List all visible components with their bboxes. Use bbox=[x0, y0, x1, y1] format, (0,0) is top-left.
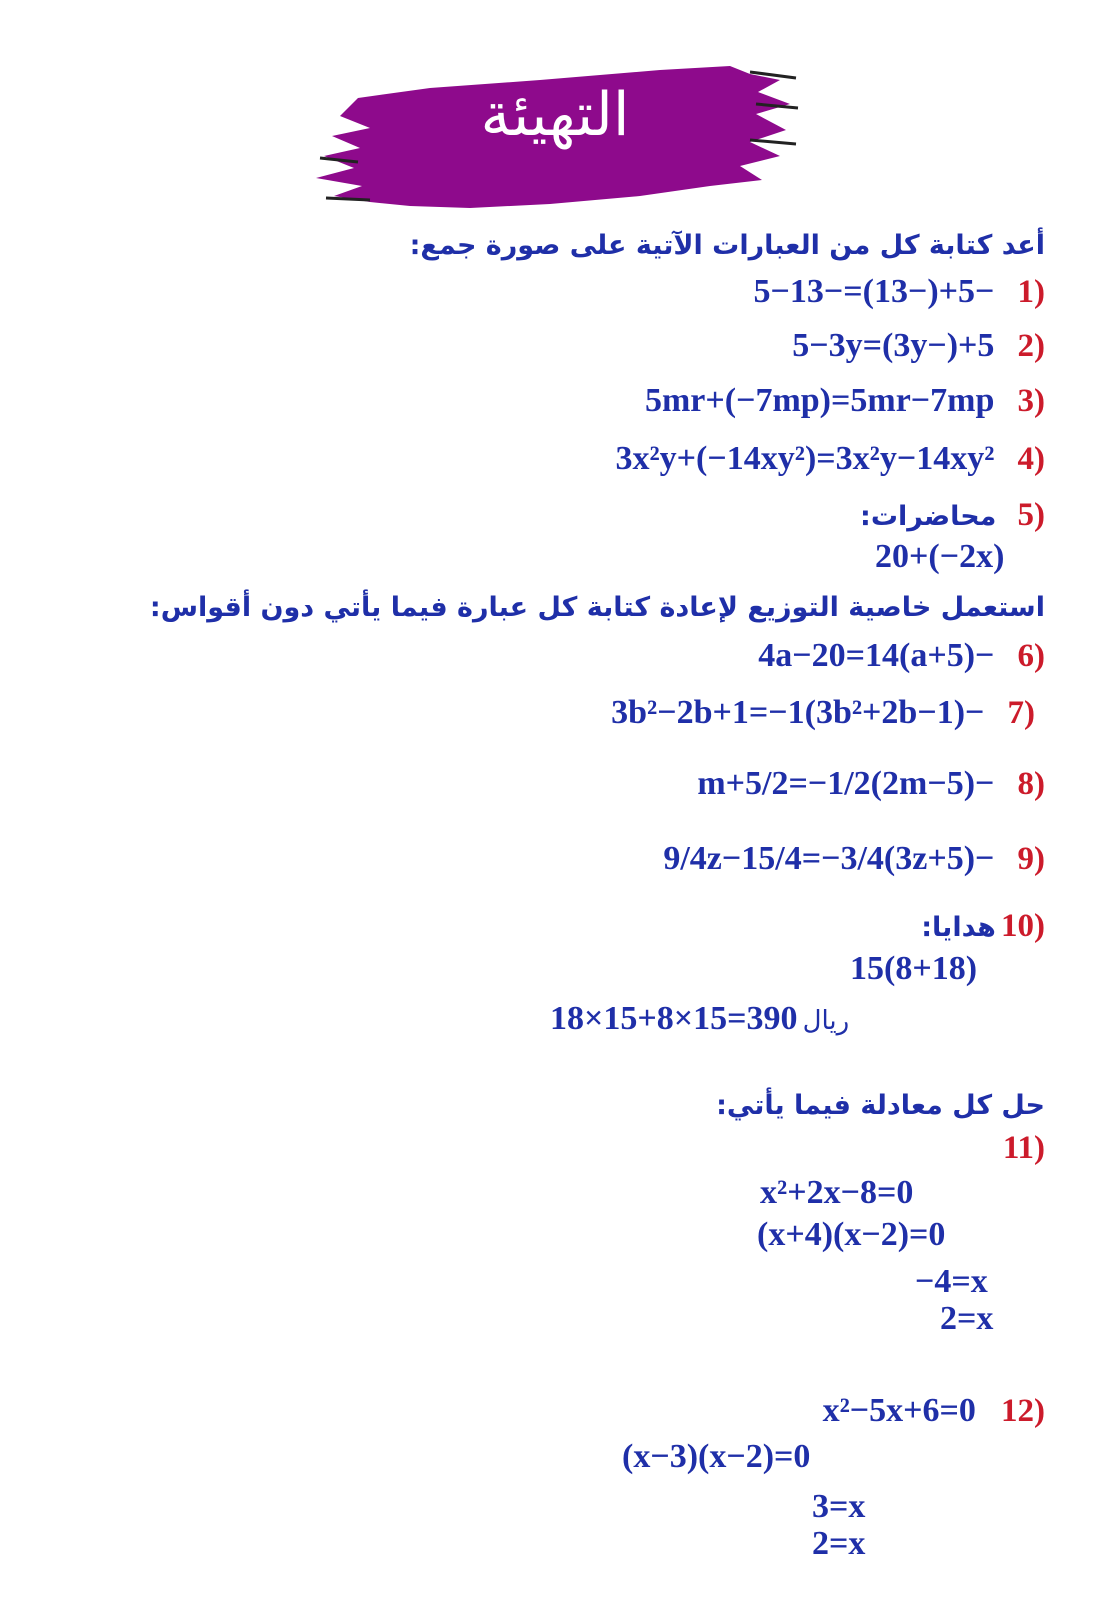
question-8-expression: −m+5/2=−1/2(2m−5) bbox=[697, 765, 995, 802]
question-10-answer bbox=[540, 1000, 849, 1038]
question-10-answer-expression: 390=15×8+15×18 bbox=[550, 1000, 798, 1037]
question-12 bbox=[823, 1392, 1045, 1430]
section1-instruction: أعد كتابة كل من العبارات الآتية على صورة جمع: bbox=[409, 230, 1045, 261]
question-5-expression: 20+(−2x) bbox=[875, 538, 1005, 575]
section3-instruction: حل كل معادلة فيما يأتي: bbox=[716, 1090, 1045, 1121]
question-12-line-1: x²−5x+6=0 bbox=[822, 1392, 976, 1429]
question-number: (7 bbox=[1007, 695, 1035, 731]
question-number: (12 bbox=[1001, 1393, 1045, 1429]
question-6-expression: −4a−20=14(a+5) bbox=[758, 637, 995, 674]
currency-unit: ريال bbox=[802, 1006, 850, 1036]
page-title: التهيئة bbox=[480, 80, 630, 150]
question-10-label: هدايا: bbox=[921, 912, 996, 943]
question-2-expression: 5+(−3y)=5−3y bbox=[792, 327, 995, 364]
question-7-expression: −3b²−2b+1=−1(3b²+2b−1) bbox=[611, 694, 985, 731]
question-number: (9 bbox=[1017, 841, 1045, 877]
section2-instruction: استعمل خاصية التوزيع لإعادة كتابة كل عبارة فيما يأتي دون أقواس: bbox=[149, 592, 1045, 623]
question-number: (2 bbox=[1017, 328, 1045, 364]
question-4-expression: 3x²y+(−14xy²)=3x²y−14xy² bbox=[615, 440, 995, 477]
question-8 bbox=[697, 765, 1045, 803]
question-11-line-1: x²+2x−8=0 bbox=[760, 1174, 914, 1211]
question-number: (6 bbox=[1017, 638, 1045, 674]
question-4 bbox=[615, 440, 1045, 478]
question-number: (4 bbox=[1017, 441, 1045, 477]
question-5 bbox=[860, 497, 1045, 534]
question-9 bbox=[663, 840, 1045, 878]
question-11 bbox=[1003, 1130, 1045, 1167]
question-number: (3 bbox=[1017, 383, 1045, 419]
question-2 bbox=[792, 327, 1045, 365]
question-6 bbox=[758, 637, 1045, 675]
question-5-label: محاضرات: bbox=[860, 501, 997, 532]
question-number: (1 bbox=[1017, 274, 1045, 310]
header-banner bbox=[310, 58, 800, 208]
question-12-line-3: 3=x bbox=[812, 1488, 866, 1525]
question-10-expression: 15(8+18) bbox=[850, 950, 978, 987]
question-number: (5 bbox=[1017, 497, 1045, 533]
question-11-line-4: 2=x bbox=[940, 1300, 994, 1337]
question-11-line-3: −4=x bbox=[915, 1263, 988, 1300]
question-1-expression: −5+(−13)=−5−13 bbox=[753, 273, 995, 310]
question-12-line-2: (x−3)(x−2)=0 bbox=[622, 1438, 811, 1475]
question-7 bbox=[611, 694, 1035, 732]
question-10 bbox=[921, 908, 1045, 945]
question-11-line-2: (x+4)(x−2)=0 bbox=[757, 1216, 946, 1253]
question-3 bbox=[645, 382, 1045, 420]
question-3-expression: 5mr+(−7mp)=5mr−7mp bbox=[644, 382, 995, 419]
question-number: (8 bbox=[1017, 766, 1045, 802]
question-number: (10 bbox=[1001, 908, 1045, 944]
question-9-expression: −9/4z−15/4=−3/4(3z+5) bbox=[663, 840, 995, 877]
question-12-line-4: 2=x bbox=[812, 1525, 866, 1562]
question-number: (11 bbox=[1002, 1130, 1045, 1166]
question-1 bbox=[754, 273, 1046, 311]
